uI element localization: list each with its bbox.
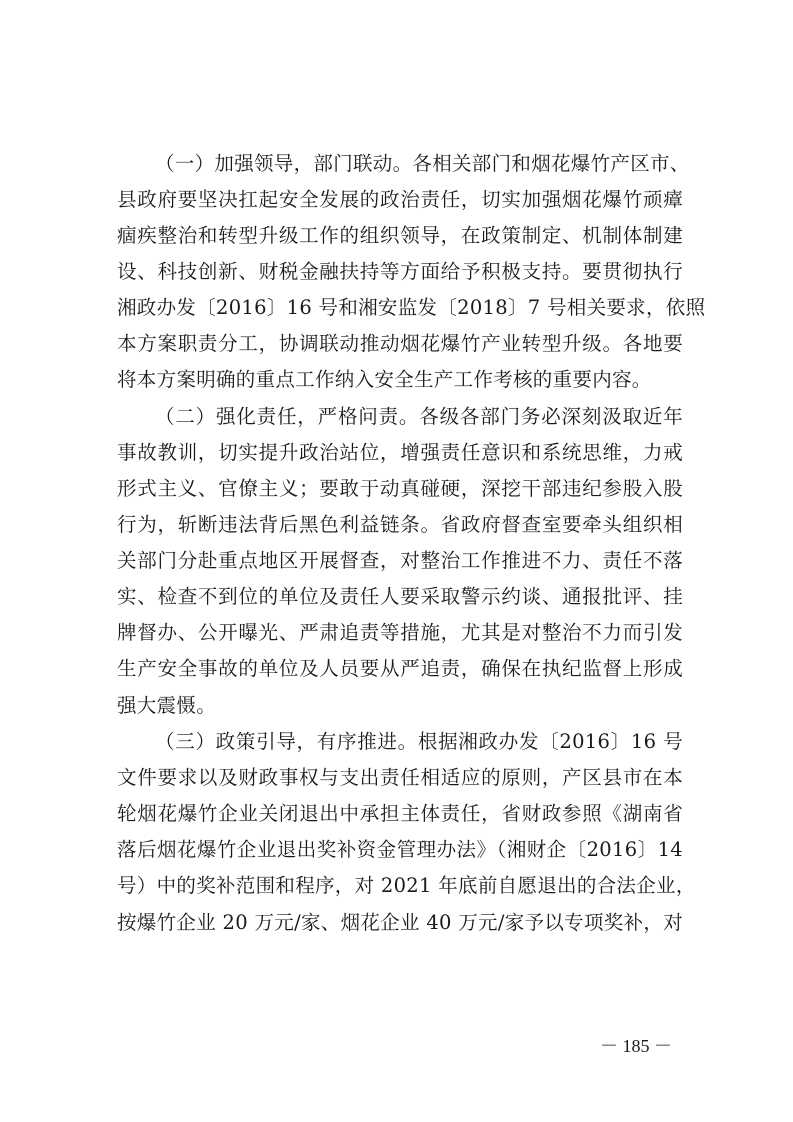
paragraph-1-line-2: 县政府要坚决扛起安全发展的政治责任，切实加强烟花爆竹顽瘴 [117,188,683,211]
paragraph-3-line-5: 号）中的奖补范围和程序，对 2021 年底前自愿退出的合法企业， [117,874,696,897]
paragraph-1-line-5: 湘政办发〔2016〕16 号和湘安监发〔2018〕7 号相关要求，依照 [117,296,706,319]
paragraph-2-line-4: 行为，斩断违法背后黑色利益链条。省政府督查室要牵头组织相 [117,513,683,536]
paragraph-3-line-3: 轮烟花爆竹企业关闭退出中承担主体责任，省财政参照《湖南省 [117,802,683,825]
paragraph-3-line-6: 按爆竹企业 20 万元/家、烟花企业 40 万元/家予以专项奖补，对 [117,911,683,934]
paragraph-1-line-3: 痼疾整治和转型升级工作的组织领导，在政策制定、机制体制建 [117,224,683,247]
paragraph-2-line-3: 形式主义、官僚主义；要敢于动真碰硬，深挖干部违纪参股入股 [117,477,683,500]
paragraph-2-line-5: 关部门分赴重点地区开展督查，对整治工作推进不力、责任不落 [117,549,683,572]
paragraph-1-line-6: 本方案职责分工，协调联动推动烟花爆竹产业转型升级。各地要 [117,332,683,355]
page-number: － 185 － [600,1036,672,1056]
paragraph-2-line-6: 实、检查不到位的单位及责任人要采取警示约谈、通报批评、挂 [117,585,683,608]
paragraph-2-line-1: （二）强化责任，严格问责。各级各部门务必深刻汲取近年 [155,405,683,428]
paragraph-1-line-7: 将本方案明确的重点工作纳入安全生产工作考核的重要内容。 [117,368,652,391]
paragraph-2-line-7: 牌督办、公开曝光、严肃追责等措施，尤其是对整治不力而引发 [117,621,683,644]
paragraph-3-line-2: 文件要求以及财政事权与支出责任相适应的原则，产区县市在本 [117,766,683,789]
paragraph-3-line-1: （三）政策引导，有序推进。根据湘政办发〔2016〕16 号 [155,730,683,753]
paragraph-3-line-4: 落后烟花爆竹企业退出奖补资金管理办法》（湘财企〔2016〕14 [117,838,683,861]
paragraph-2-line-8: 生产安全事故的单位及人员要从严追责，确保在执纪监督上形成 [117,657,683,680]
paragraph-1-line-4: 设、科技创新、财税金融扶持等方面给予积极支持。要贯彻执行 [117,260,683,283]
paragraph-1-line-1: （一）加强领导，部门联动。各相关部门和烟花爆竹产区市、 [155,152,690,175]
paragraph-2-line-2: 事故教训，切实提升政治站位，增强责任意识和系统思维，力戒 [117,441,683,464]
paragraph-2-line-9: 强大震慑。 [117,694,217,717]
